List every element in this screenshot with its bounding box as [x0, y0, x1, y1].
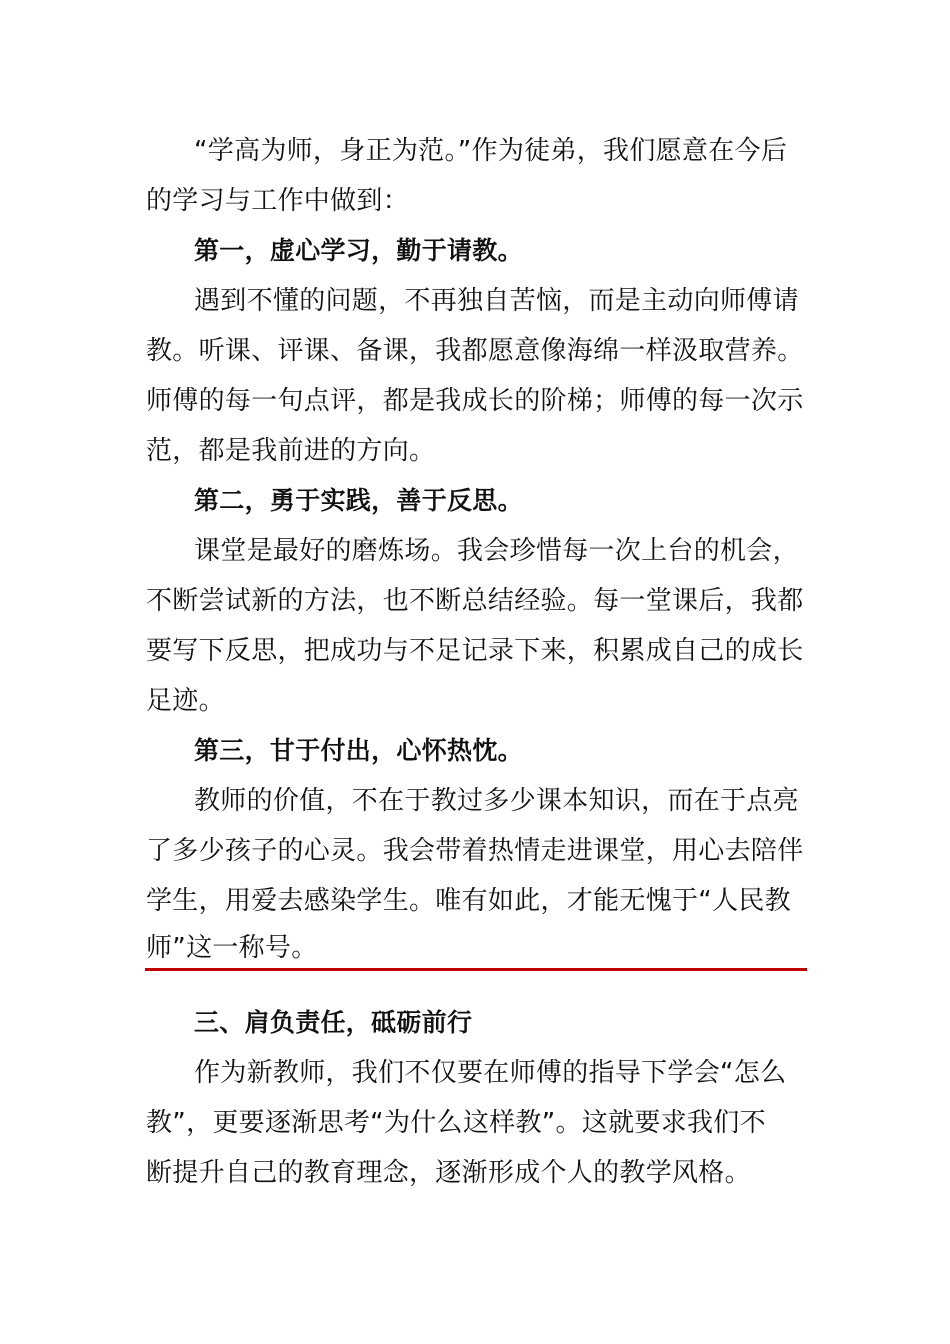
paragraph-line: 的学习与工作中做到： [146, 186, 410, 216]
paragraph-line: 教”，更要逐渐思考“为什么这样教”。这就要求我们不 [146, 1108, 766, 1138]
paragraph-line: 学生，用爱去感染学生。唯有如此，才能无愧于“人民教 [146, 886, 791, 916]
section-divider [145, 968, 807, 971]
paragraph-line: 课堂是最好的磨炼场。我会珍惜每一次上台的机会， [194, 536, 799, 566]
paragraph-line: 教师的价值，不在于教过多少课本知识，而在于点亮 [194, 786, 799, 816]
paragraph-line: 不断尝试新的方法，也不断总结经验。每一堂课后，我都 [146, 586, 804, 616]
paragraph-line: 师傅的每一句点评，都是我成长的阶梯；师傅的每一次示 [146, 386, 804, 416]
section-heading: 三、肩负责任，砥砺前行 [194, 1008, 473, 1037]
point-heading: 第二，勇于实践，善于反思。 [194, 486, 523, 515]
paragraph-line: 遇到不懂的问题，不再独自苦恼，而是主动向师傅请 [194, 286, 799, 316]
point-heading: 第一，虚心学习，勤于请教。 [194, 236, 523, 265]
paragraph-line: 断提升自己的教育理念，逐渐形成个人的教学风格。 [146, 1158, 751, 1188]
paragraph-line: 足迹。 [146, 686, 225, 716]
paragraph-line: 范，都是我前进的方向。 [146, 436, 436, 466]
paragraph-line: 了多少孩子的心灵。我会带着热情走进课堂，用心去陪伴 [146, 836, 804, 866]
paragraph-line: “学高为师，身正为范。”作为徒弟，我们愿意在今后 [194, 136, 788, 166]
paragraph-line: 教。听课、评课、备课，我都愿意像海绵一样汲取营养。 [146, 336, 804, 366]
paragraph-line: 作为新教师，我们不仅要在师傅的指导下学会“怎么 [194, 1058, 787, 1088]
paragraph-line: 要写下反思，把成功与不足记录下来，积累成自己的成长 [146, 636, 804, 666]
paragraph-line: 师”这一称号。 [146, 933, 318, 963]
point-heading: 第三，甘于付出，心怀热忱。 [194, 736, 523, 765]
